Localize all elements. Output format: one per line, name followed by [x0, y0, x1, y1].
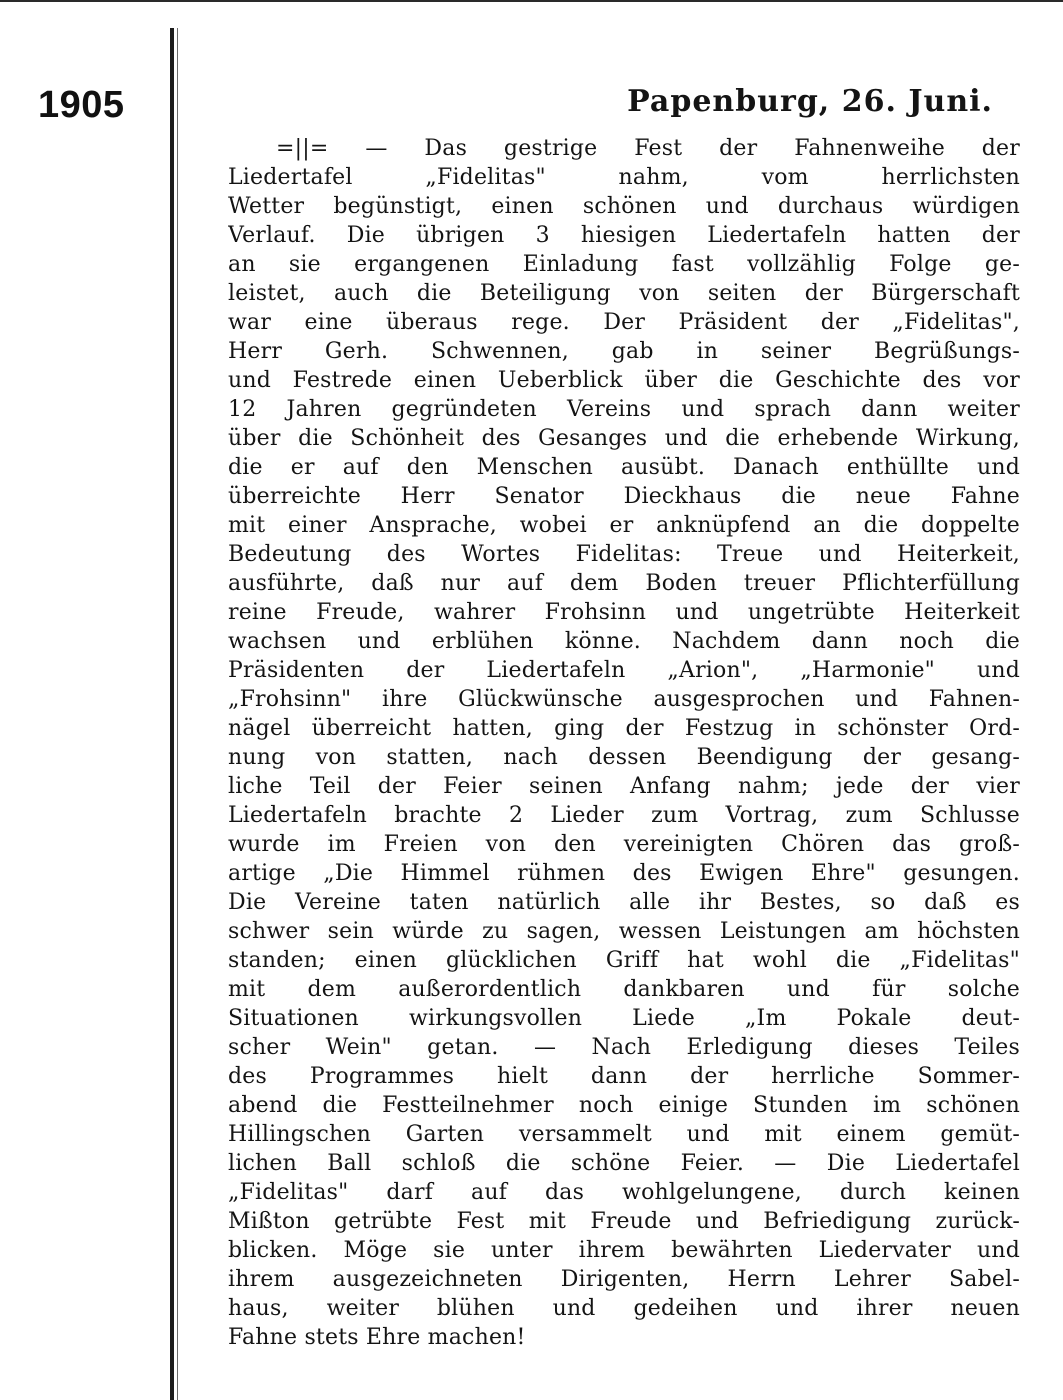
article-line: über die Schönheit des Gesanges und die erhebende Wirkung,: [228, 426, 1020, 451]
article-line: scher Wein" getan. — Nach Erledigung dieses Teiles: [228, 1035, 1020, 1060]
article-line: Situationen wirkungsvollen Liede „Im Pokale deut-: [228, 1006, 1020, 1031]
article-line: Mißton getrübte Fest mit Freude und Befriedigung zurück-: [228, 1209, 1020, 1234]
article-line: überreichte Herr Senator Dieckhaus die neue Fahne: [228, 484, 1020, 509]
article-line: artige „Die Himmel rühmen des Ewigen Ehre" gesungen.: [228, 861, 1020, 886]
article-line: Liedertafeln brachte 2 Lieder zum Vortrag, zum Schlusse: [228, 803, 1020, 828]
article-line: lichen Ball schloß die schöne Feier. — Die Liedertafel: [228, 1151, 1020, 1176]
margin-rule-inner: [177, 28, 178, 1400]
article-line: liche Teil der Feier seinen Anfang nahm; jede der vier: [228, 774, 1020, 799]
margin-rule-outer: [170, 28, 174, 1400]
article-line: haus, weiter blühen und gedeihen und ihrer neuen: [228, 1296, 1020, 1321]
article-line: Die Vereine taten natürlich alle ihr Bestes, so daß es: [228, 890, 1020, 915]
article-line: nägel überreicht hatten, ging der Festzug in schönster Ord-: [228, 716, 1020, 741]
article-line: abend die Festteilnehmer noch einige Stunden im schönen: [228, 1093, 1020, 1118]
article-line: standen; einen glücklichen Griff hat wohl die „Fidelitas": [228, 948, 1020, 973]
article-line: reine Freude, wahrer Frohsinn und ungetrübte Heiterkeit: [228, 600, 1020, 625]
article-line: Hillingschen Garten versammelt und mit einem gemüt-: [228, 1122, 1020, 1147]
article-line: die er auf den Menschen ausübt. Danach enthüllte und: [228, 455, 1020, 480]
article-line: Fahne stets Ehre machen!: [228, 1325, 526, 1350]
article-line: 12 Jahren gegründeten Vereins und sprach dann weiter: [228, 397, 1020, 422]
article-line: =||= — Das gestrige Fest der Fahnenweihe der: [276, 136, 1020, 161]
article-line: mit dem außerordentlich dankbaren und für solche: [228, 977, 1020, 1002]
article-line: Herr Gerh. Schwennen, gab in seiner Begrüßungs-: [228, 339, 1020, 364]
article-line: blicken. Möge sie unter ihrem bewährten Liedervater und: [228, 1238, 1020, 1263]
article-line: war eine überaus rege. Der Präsident der „Fidelitas",: [228, 310, 1020, 335]
article-line: „Frohsinn" ihre Glückwünsche ausgesprochen und Fahnen-: [228, 687, 1020, 712]
year-marker: 1905: [38, 84, 125, 126]
article-line: ausführte, daß nur auf dem Boden treuer Pflichterfüllung: [228, 571, 1020, 596]
article-line: Wetter begünstigt, einen schönen und durchaus würdigen: [228, 194, 1020, 219]
article-line: nung von statten, nach dessen Beendigung der gesang-: [228, 745, 1020, 770]
article-line: schwer sein würde zu sagen, wessen Leistungen am höchsten: [228, 919, 1020, 944]
article-line: Liedertafel „Fidelitas" nahm, vom herrlichsten: [228, 165, 1020, 190]
article-line: wachsen und erblühen könne. Nachdem dann noch die: [228, 629, 1020, 654]
article-line: leistet, auch die Beteiligung von seiten der Bürgerschaft: [228, 281, 1020, 306]
article-line: Bedeutung des Wortes Fidelitas: Treue und Heiterkeit,: [228, 542, 1020, 567]
top-border-rule: [0, 0, 1063, 2]
article-line: mit einer Ansprache, wobei er anknüpfend an die doppelte: [228, 513, 1020, 538]
article-line: ihrem ausgezeichneten Dirigenten, Herrn Lehrer Sabel-: [228, 1267, 1020, 1292]
article-line: Präsidenten der Liedertafeln „Arion", „Harmonie" und: [228, 658, 1020, 683]
article-line: und Festrede einen Ueberblick über die Geschichte des vor: [228, 368, 1020, 393]
article-body: [228, 134, 1020, 1352]
article-line: des Programmes hielt dann der herrliche Sommer-: [228, 1064, 1020, 1089]
article-line: wurde im Freien von den vereinigten Chören das groß-: [228, 832, 1020, 857]
article-line: „Fidelitas" darf auf das wohlgelungene, durch keinen: [228, 1180, 1020, 1205]
dateline: Papenburg, 26. Juni.: [627, 84, 993, 119]
article-line: Verlauf. Die übrigen 3 hiesigen Liedertafeln hatten der: [228, 223, 1020, 248]
article-line: an sie ergangenen Einladung fast vollzählig Folge ge-: [228, 252, 1020, 277]
